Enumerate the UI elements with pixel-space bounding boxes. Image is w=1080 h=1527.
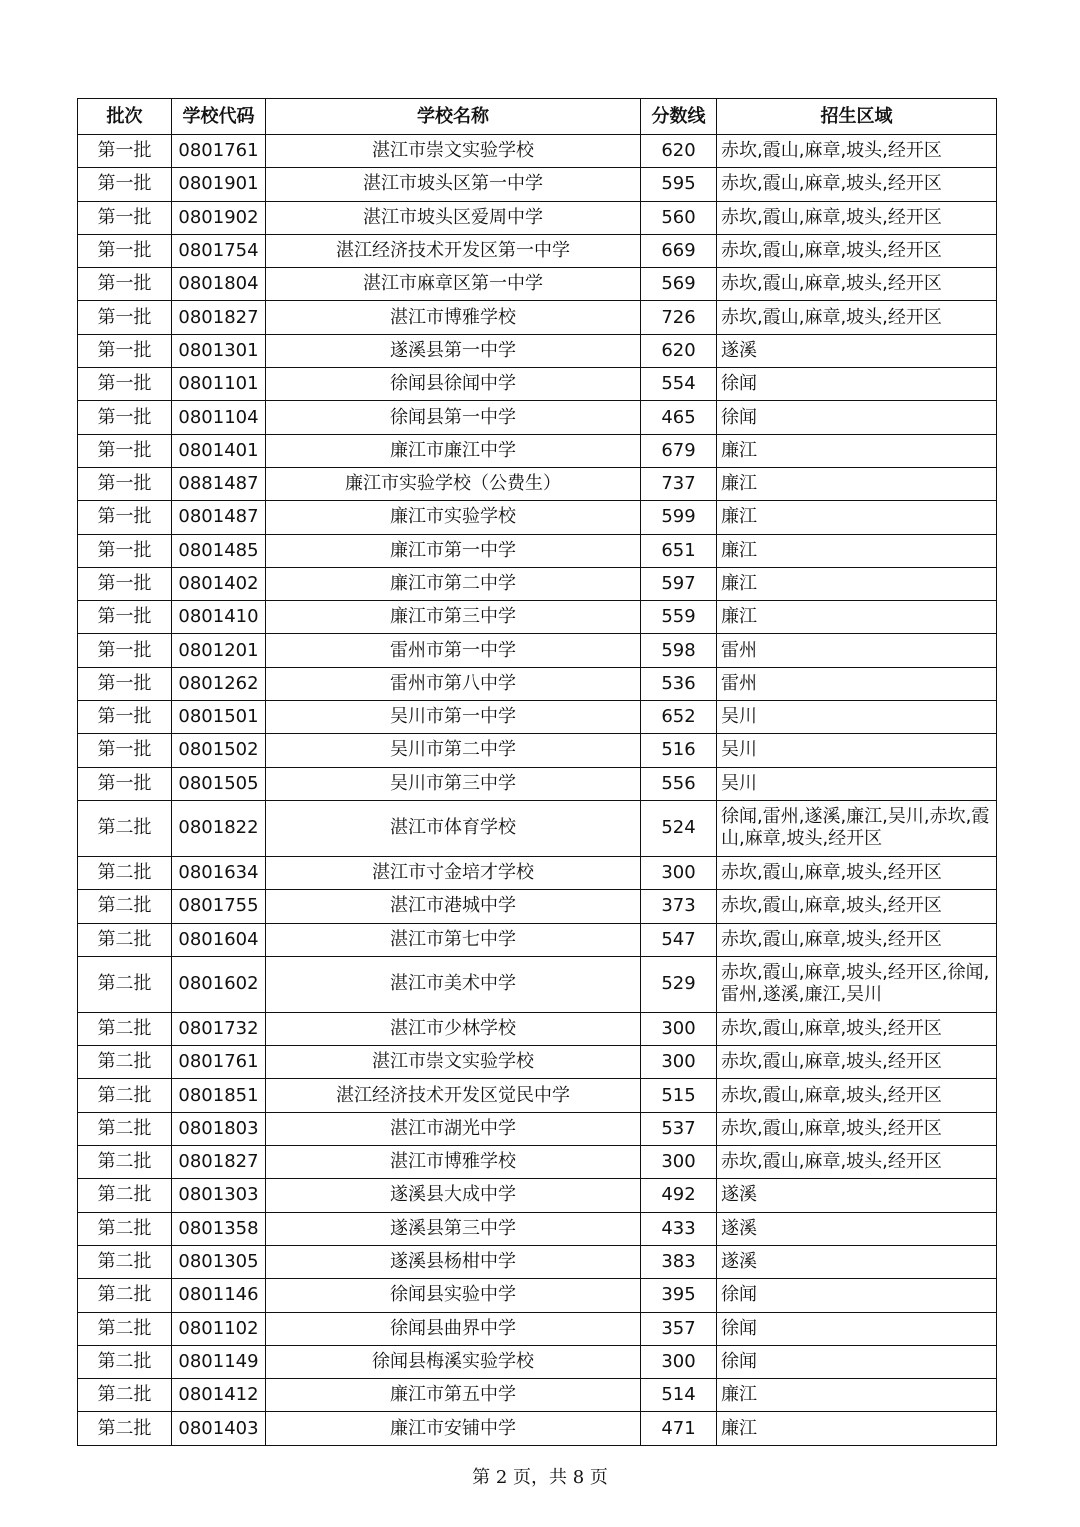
table-row [78, 1146, 997, 1179]
school-code-cell: 0801732 [172, 1012, 266, 1045]
school-code-cell: 0801501 [172, 701, 266, 734]
school-code-cell: 0801761 [172, 1046, 266, 1079]
batch-cell: 第一批 [78, 234, 172, 267]
batch-cell: 第一批 [78, 434, 172, 467]
table-row [78, 135, 997, 168]
school-code-cell: 0801901 [172, 168, 266, 201]
score-cell: 373 [641, 890, 717, 923]
school-name-cell: 徐闻县第一中学 [266, 401, 641, 434]
table-row [78, 1112, 997, 1145]
school-name-cell: 遂溪县第三中学 [266, 1212, 641, 1245]
school-name-cell: 湛江市博雅学校 [266, 301, 641, 334]
school-code-cell: 0801301 [172, 334, 266, 367]
header-school-name: 学校名称 [266, 99, 641, 135]
school-name-cell: 湛江经济技术开发区第一中学 [266, 234, 641, 267]
batch-cell: 第二批 [78, 1012, 172, 1045]
area-cell: 遂溪 [717, 1245, 997, 1278]
area-cell: 吴川 [717, 767, 997, 800]
table-row [78, 368, 997, 401]
score-cell: 669 [641, 234, 717, 267]
batch-cell: 第二批 [78, 890, 172, 923]
school-name-cell: 湛江市湖光中学 [266, 1112, 641, 1145]
batch-cell: 第一批 [78, 301, 172, 334]
area-cell: 赤坎,霞山,麻章,坡头,经开区 [717, 1012, 997, 1045]
area-cell: 赤坎,霞山,麻章,坡头,经开区 [717, 1146, 997, 1179]
school-code-cell: 0801505 [172, 767, 266, 800]
school-code-cell: 0881487 [172, 467, 266, 500]
school-name-cell: 湛江市崇文实验学校 [266, 1046, 641, 1079]
area-cell: 赤坎,霞山,麻章,坡头,经开区 [717, 201, 997, 234]
area-cell: 廉江 [717, 501, 997, 534]
table-row [78, 667, 997, 700]
school-name-cell: 廉江市实验学校（公费生） [266, 467, 641, 500]
school-name-cell: 徐闻县曲界中学 [266, 1312, 641, 1345]
batch-cell: 第一批 [78, 601, 172, 634]
table-row [78, 534, 997, 567]
school-code-cell: 0801602 [172, 956, 266, 1012]
area-cell: 廉江 [717, 534, 997, 567]
score-cell: 569 [641, 268, 717, 301]
score-cell: 620 [641, 334, 717, 367]
score-cell: 652 [641, 701, 717, 734]
area-cell: 廉江 [717, 1379, 997, 1412]
batch-cell: 第一批 [78, 368, 172, 401]
score-cell: 383 [641, 1245, 717, 1278]
area-cell: 雷州 [717, 634, 997, 667]
area-cell: 吴川 [717, 701, 997, 734]
batch-cell: 第二批 [78, 1212, 172, 1245]
score-cell: 465 [641, 401, 717, 434]
area-cell: 赤坎,霞山,麻章,坡头,经开区 [717, 890, 997, 923]
batch-cell: 第二批 [78, 956, 172, 1012]
area-cell: 赤坎,霞山,麻章,坡头,经开区 [717, 301, 997, 334]
area-cell: 廉江 [717, 601, 997, 634]
area-cell: 赤坎,霞山,麻章,坡头,经开区 [717, 1112, 997, 1145]
table-row [78, 701, 997, 734]
header-school-code: 学校代码 [172, 99, 266, 135]
score-cell: 515 [641, 1079, 717, 1112]
table-row [78, 234, 997, 267]
table-body [78, 135, 997, 1446]
area-cell: 徐闻 [717, 1279, 997, 1312]
score-cell: 560 [641, 201, 717, 234]
batch-cell: 第二批 [78, 856, 172, 889]
school-name-cell: 湛江市体育学校 [266, 800, 641, 856]
area-cell: 廉江 [717, 1412, 997, 1445]
score-cell: 559 [641, 601, 717, 634]
batch-cell: 第一批 [78, 201, 172, 234]
table-row [78, 1046, 997, 1079]
score-cell: 547 [641, 923, 717, 956]
school-name-cell: 雷州市第一中学 [266, 634, 641, 667]
school-name-cell: 湛江市第七中学 [266, 923, 641, 956]
area-cell: 赤坎,霞山,麻章,坡头,经开区 [717, 1079, 997, 1112]
table-row [78, 168, 997, 201]
batch-cell: 第二批 [78, 923, 172, 956]
table-row [78, 467, 997, 500]
school-name-cell: 廉江市安铺中学 [266, 1412, 641, 1445]
batch-cell: 第二批 [78, 1245, 172, 1278]
school-code-cell: 0801401 [172, 434, 266, 467]
school-name-cell: 遂溪县杨柑中学 [266, 1245, 641, 1278]
table-row [78, 956, 997, 1012]
area-cell: 赤坎,霞山,麻章,坡头,经开区 [717, 268, 997, 301]
score-cell: 300 [641, 1345, 717, 1378]
header-score-line: 分数线 [641, 99, 717, 135]
area-cell: 徐闻,雷州,遂溪,廉江,吴川,赤坎,霞山,麻章,坡头,经开区 [717, 800, 997, 856]
school-name-cell: 湛江市崇文实验学校 [266, 135, 641, 168]
school-code-cell: 0801827 [172, 301, 266, 334]
table-row [78, 856, 997, 889]
school-code-cell: 0801262 [172, 667, 266, 700]
school-code-cell: 0801755 [172, 890, 266, 923]
table-row [78, 601, 997, 634]
school-name-cell: 遂溪县大成中学 [266, 1179, 641, 1212]
batch-cell: 第二批 [78, 1079, 172, 1112]
school-code-cell: 0801851 [172, 1079, 266, 1112]
batch-cell: 第一批 [78, 701, 172, 734]
area-cell: 遂溪 [717, 334, 997, 367]
area-cell: 遂溪 [717, 1212, 997, 1245]
score-cell: 597 [641, 567, 717, 600]
table-row [78, 1012, 997, 1045]
school-code-cell: 0801412 [172, 1379, 266, 1412]
score-cell: 554 [641, 368, 717, 401]
batch-cell: 第二批 [78, 1112, 172, 1145]
batch-cell: 第一批 [78, 501, 172, 534]
batch-cell: 第一批 [78, 534, 172, 567]
table-row [78, 767, 997, 800]
table-row [78, 1345, 997, 1378]
score-cell: 300 [641, 1046, 717, 1079]
school-code-cell: 0801146 [172, 1279, 266, 1312]
area-cell: 徐闻 [717, 1345, 997, 1378]
school-code-cell: 0801402 [172, 567, 266, 600]
school-code-cell: 0801303 [172, 1179, 266, 1212]
batch-cell: 第二批 [78, 1279, 172, 1312]
school-code-cell: 0801201 [172, 634, 266, 667]
school-code-cell: 0801410 [172, 601, 266, 634]
table-row [78, 301, 997, 334]
school-code-cell: 0801149 [172, 1345, 266, 1378]
batch-cell: 第二批 [78, 1146, 172, 1179]
table-row [78, 800, 997, 856]
batch-cell: 第一批 [78, 467, 172, 500]
school-name-cell: 廉江市第一中学 [266, 534, 641, 567]
school-name-cell: 湛江经济技术开发区觉民中学 [266, 1079, 641, 1112]
area-cell: 廉江 [717, 467, 997, 500]
table-row [78, 734, 997, 767]
school-name-cell: 徐闻县梅溪实验学校 [266, 1345, 641, 1378]
school-code-cell: 0801104 [172, 401, 266, 434]
score-cell: 726 [641, 301, 717, 334]
school-code-cell: 0801827 [172, 1146, 266, 1179]
table-row [78, 567, 997, 600]
batch-cell: 第二批 [78, 1345, 172, 1378]
school-name-cell: 徐闻县实验中学 [266, 1279, 641, 1312]
school-code-cell: 0801502 [172, 734, 266, 767]
school-name-cell: 廉江市第三中学 [266, 601, 641, 634]
batch-cell: 第一批 [78, 135, 172, 168]
school-code-cell: 0801902 [172, 201, 266, 234]
score-cell: 620 [641, 135, 717, 168]
batch-cell: 第二批 [78, 1379, 172, 1412]
school-name-cell: 湛江市港城中学 [266, 890, 641, 923]
school-name-cell: 吴川市第三中学 [266, 767, 641, 800]
score-cell: 300 [641, 856, 717, 889]
school-name-cell: 湛江市博雅学校 [266, 1146, 641, 1179]
area-cell: 赤坎,霞山,麻章,坡头,经开区 [717, 168, 997, 201]
school-name-cell: 廉江市第二中学 [266, 567, 641, 600]
school-code-cell: 0801634 [172, 856, 266, 889]
school-code-cell: 0801761 [172, 135, 266, 168]
school-name-cell: 吴川市第一中学 [266, 701, 641, 734]
area-cell: 赤坎,霞山,麻章,坡头,经开区 [717, 1046, 997, 1079]
score-cell: 300 [641, 1012, 717, 1045]
area-cell: 赤坎,霞山,麻章,坡头,经开区 [717, 135, 997, 168]
school-name-cell: 廉江市第五中学 [266, 1379, 641, 1412]
table-row [78, 1179, 997, 1212]
table-row [78, 201, 997, 234]
school-code-cell: 0801358 [172, 1212, 266, 1245]
score-cell: 595 [641, 168, 717, 201]
area-cell: 徐闻 [717, 1312, 997, 1345]
school-name-cell: 徐闻县徐闻中学 [266, 368, 641, 401]
admission-score-table [77, 98, 997, 1446]
page-number: 第 2 页，共 8 页 [472, 1467, 608, 1488]
batch-cell: 第二批 [78, 1046, 172, 1079]
table-row [78, 334, 997, 367]
table-row [78, 923, 997, 956]
score-cell: 492 [641, 1179, 717, 1212]
area-cell: 雷州 [717, 667, 997, 700]
school-code-cell: 0801803 [172, 1112, 266, 1145]
batch-cell: 第二批 [78, 1312, 172, 1345]
score-cell: 556 [641, 767, 717, 800]
school-name-cell: 吴川市第二中学 [266, 734, 641, 767]
area-cell: 廉江 [717, 434, 997, 467]
score-cell: 536 [641, 667, 717, 700]
area-cell: 徐闻 [717, 401, 997, 434]
school-code-cell: 0801754 [172, 234, 266, 267]
school-name-cell: 廉江市实验学校 [266, 501, 641, 534]
school-name-cell: 遂溪县第一中学 [266, 334, 641, 367]
table-row [78, 1245, 997, 1278]
table-header-row [78, 99, 997, 135]
table-row [78, 890, 997, 923]
batch-cell: 第一批 [78, 767, 172, 800]
score-cell: 598 [641, 634, 717, 667]
batch-cell: 第一批 [78, 168, 172, 201]
batch-cell: 第二批 [78, 800, 172, 856]
table-row [78, 1212, 997, 1245]
area-cell: 赤坎,霞山,麻章,坡头,经开区,徐闻,雷州,遂溪,廉江,吴川 [717, 956, 997, 1012]
school-name-cell: 湛江市美术中学 [266, 956, 641, 1012]
score-cell: 529 [641, 956, 717, 1012]
table-row [78, 1379, 997, 1412]
table-row [78, 268, 997, 301]
score-cell: 514 [641, 1379, 717, 1412]
table-row [78, 434, 997, 467]
school-code-cell: 0801804 [172, 268, 266, 301]
score-cell: 516 [641, 734, 717, 767]
table-row [78, 1079, 997, 1112]
table-row [78, 501, 997, 534]
school-code-cell: 0801403 [172, 1412, 266, 1445]
batch-cell: 第一批 [78, 334, 172, 367]
batch-cell: 第一批 [78, 734, 172, 767]
school-name-cell: 湛江市坡头区爱周中学 [266, 201, 641, 234]
area-cell: 赤坎,霞山,麻章,坡头,经开区 [717, 923, 997, 956]
school-code-cell: 0801305 [172, 1245, 266, 1278]
batch-cell: 第一批 [78, 667, 172, 700]
score-cell: 651 [641, 534, 717, 567]
school-code-cell: 0801485 [172, 534, 266, 567]
school-code-cell: 0801604 [172, 923, 266, 956]
table-row [78, 634, 997, 667]
score-cell: 524 [641, 800, 717, 856]
header-batch: 批次 [78, 99, 172, 135]
school-code-cell: 0801101 [172, 368, 266, 401]
batch-cell: 第二批 [78, 1412, 172, 1445]
score-cell: 537 [641, 1112, 717, 1145]
table-row [78, 401, 997, 434]
table-row [78, 1312, 997, 1345]
score-cell: 433 [641, 1212, 717, 1245]
school-name-cell: 湛江市坡头区第一中学 [266, 168, 641, 201]
area-cell: 赤坎,霞山,麻章,坡头,经开区 [717, 856, 997, 889]
area-cell: 赤坎,霞山,麻章,坡头,经开区 [717, 234, 997, 267]
area-cell: 遂溪 [717, 1179, 997, 1212]
school-name-cell: 雷州市第八中学 [266, 667, 641, 700]
batch-cell: 第一批 [78, 634, 172, 667]
school-name-cell: 廉江市廉江中学 [266, 434, 641, 467]
school-name-cell: 湛江市少林学校 [266, 1012, 641, 1045]
school-code-cell: 0801102 [172, 1312, 266, 1345]
batch-cell: 第一批 [78, 401, 172, 434]
score-cell: 395 [641, 1279, 717, 1312]
score-cell: 357 [641, 1312, 717, 1345]
area-cell: 吴川 [717, 734, 997, 767]
score-cell: 599 [641, 501, 717, 534]
batch-cell: 第二批 [78, 1179, 172, 1212]
area-cell: 廉江 [717, 567, 997, 600]
score-cell: 737 [641, 467, 717, 500]
table-row [78, 1412, 997, 1445]
school-name-cell: 湛江市麻章区第一中学 [266, 268, 641, 301]
table-row [78, 1279, 997, 1312]
score-cell: 471 [641, 1412, 717, 1445]
school-code-cell: 0801822 [172, 800, 266, 856]
area-cell: 徐闻 [717, 368, 997, 401]
score-cell: 300 [641, 1146, 717, 1179]
batch-cell: 第一批 [78, 268, 172, 301]
score-cell: 679 [641, 434, 717, 467]
school-name-cell: 湛江市寸金培才学校 [266, 856, 641, 889]
header-enrollment-area: 招生区域 [717, 99, 997, 135]
batch-cell: 第一批 [78, 567, 172, 600]
school-code-cell: 0801487 [172, 501, 266, 534]
